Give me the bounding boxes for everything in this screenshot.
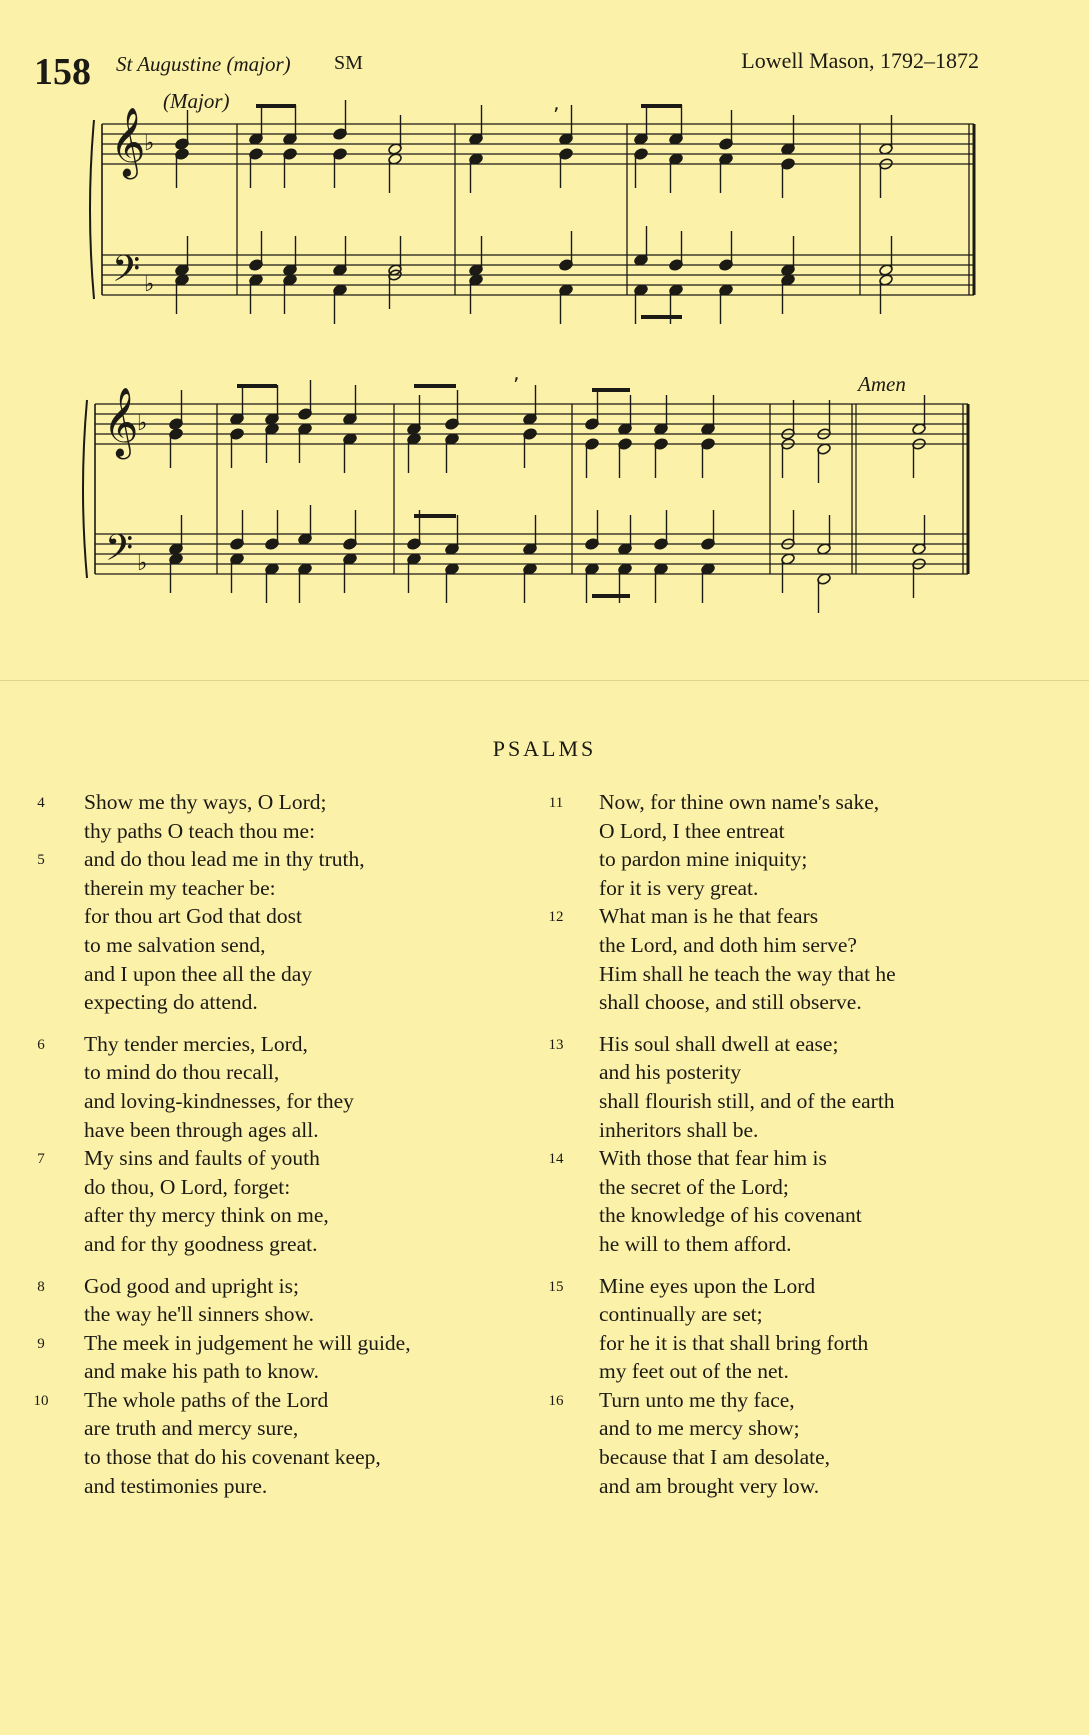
verse-line [30, 960, 490, 989]
verse-number: 16 [548, 1392, 564, 1409]
stanza [30, 1272, 490, 1501]
verse-number: 12 [548, 909, 564, 926]
psalm-column-right [545, 788, 1005, 1513]
verse-text: and to me mercy show; [599, 1416, 800, 1441]
stanza [545, 1030, 1005, 1259]
verse-line [545, 1230, 1005, 1259]
hymn-number: 158 [34, 51, 91, 93]
music-score [0, 0, 1089, 640]
verse-text: to those that do his covenant keep, [84, 1445, 381, 1470]
verse-line [30, 845, 490, 874]
verse-line [545, 788, 1005, 817]
system-brace [83, 400, 87, 578]
verse-line [30, 1300, 490, 1329]
verse-line [30, 1116, 490, 1145]
verse-text: Mine eyes upon the Lord [599, 1273, 816, 1298]
verse-line [545, 1272, 1005, 1301]
verse-number: 8 [37, 1278, 45, 1295]
verse-line [545, 1201, 1005, 1230]
verse-text: he will to them afford. [599, 1231, 792, 1256]
verse-line [30, 1357, 490, 1386]
treble-clef-icon: 𝄞 [110, 107, 146, 177]
verse-line [30, 931, 490, 960]
verse-line [545, 1144, 1005, 1173]
verse-text: to pardon mine iniquity; [599, 847, 808, 872]
verse-line [545, 902, 1005, 931]
verse-text: and testimonies pure. [84, 1473, 268, 1498]
verse-text: and for thy goodness great. [84, 1231, 318, 1256]
verse-text: expecting do attend. [84, 990, 258, 1015]
verse-number: 4 [37, 795, 45, 811]
verse-line [545, 817, 1005, 846]
verse-text: do thou, O Lord, forget: [84, 1174, 291, 1199]
verse-text: the Lord, and doth him serve? [599, 932, 857, 957]
mode-label: (Major) [163, 89, 230, 113]
verse-text: and loving-kindnesses, for they [84, 1088, 354, 1113]
composer: Lowell Mason, 1792–1872 [741, 48, 979, 73]
verse-text: Him shall he teach the way that he [599, 961, 896, 986]
verse-text: for thou art God that dost [84, 904, 302, 929]
verse-number: 9 [37, 1335, 45, 1352]
verse-number: 5 [37, 852, 45, 869]
verse-line [545, 1386, 1005, 1415]
bass-clef-icon: 𝄢 [105, 527, 134, 578]
verse-line [545, 1300, 1005, 1329]
verse-line [545, 1357, 1005, 1386]
verse-number: 6 [37, 1036, 45, 1053]
verse-text: are truth and mercy sure, [84, 1416, 299, 1441]
treble-clef-icon: 𝄞 [103, 387, 139, 457]
verse-text: to mind do thou recall, [84, 1060, 280, 1085]
verse-number: 14 [548, 1151, 564, 1168]
verse-text: to me salvation send, [84, 932, 266, 957]
verse-line [30, 1030, 490, 1059]
meter: SM [334, 52, 363, 74]
psalm-column-left [30, 788, 490, 1513]
verse-text: and his posterity [599, 1060, 742, 1085]
verse-text: and I upon thee all the day [84, 961, 313, 986]
verse-line [545, 845, 1005, 874]
verse-text: because that I am desolate, [599, 1445, 831, 1470]
verse-text: Thy tender mercies, Lord, [84, 1031, 308, 1056]
verse-line [545, 1058, 1005, 1087]
verse-text: continually are set; [599, 1302, 763, 1327]
verse-text: What man is he that fears [599, 904, 819, 929]
verse-text: Show me thy ways, O Lord; [84, 790, 327, 814]
verse-text: the way he'll sinners show. [84, 1302, 314, 1327]
verse-line [30, 1058, 490, 1087]
verse-line [30, 1087, 490, 1116]
flat-sign-icon: ♭ [144, 272, 155, 297]
psalms-title: PSALMS [492, 736, 597, 761]
verse-text: Turn unto me thy face, [599, 1387, 795, 1412]
verse-text: shall choose, and still observe. [599, 990, 862, 1015]
verse-text: for he it is that shall bring forth [599, 1330, 869, 1355]
verse-line [30, 1230, 490, 1259]
stanza [545, 788, 1005, 1017]
verse-text: have been through ages all. [84, 1117, 319, 1142]
verse-text: Now, for thine own name's sake, [599, 790, 880, 814]
verse-line [545, 931, 1005, 960]
verse-line [30, 817, 490, 846]
verse-text: God good and upright is; [84, 1273, 299, 1298]
verse-line [30, 1144, 490, 1173]
flat-sign-icon: ♭ [137, 411, 148, 436]
verse-text: my feet out of the net. [599, 1359, 789, 1384]
verse-text: the knowledge of his covenant [599, 1203, 862, 1228]
verse-line [30, 1414, 490, 1443]
verse-text: shall flourish still, and of the earth [599, 1088, 895, 1113]
verse-line [30, 1329, 490, 1358]
stanza [30, 788, 490, 1017]
verse-line [30, 1472, 490, 1501]
verse-line [545, 960, 1005, 989]
system-brace [90, 120, 94, 299]
verse-number: 10 [33, 1392, 49, 1409]
stanza [30, 1030, 490, 1259]
verse-text: thy paths O teach thou me: [84, 818, 316, 843]
verse-line [30, 1272, 490, 1301]
verse-line [30, 1173, 490, 1202]
verse-line [545, 1329, 1005, 1358]
verse-text: The whole paths of the Lord [84, 1387, 329, 1412]
verse-text: The meek in judgement he will guide, [84, 1330, 411, 1355]
amen-label: Amen [858, 372, 906, 396]
verse-line [545, 1173, 1005, 1202]
verse-line [30, 1386, 490, 1415]
breath-mark-icon: ʼ [553, 103, 560, 127]
verse-text: With those that fear him is [599, 1146, 827, 1171]
verse-line [545, 874, 1005, 903]
verse-text: and do thou lead me in thy truth, [84, 847, 365, 872]
verse-line [30, 902, 490, 931]
verse-line [30, 874, 490, 903]
verse-text: and am brought very low. [599, 1473, 820, 1498]
verse-text: inheritors shall be. [599, 1117, 759, 1142]
verse-line [30, 1443, 490, 1472]
verse-line [30, 788, 490, 817]
stanza [545, 1272, 1005, 1501]
verse-text: and make his path to know. [84, 1359, 320, 1384]
verse-number: 15 [548, 1278, 564, 1295]
verse-line [545, 1472, 1005, 1501]
verse-text: for it is very great. [599, 875, 759, 900]
verse-text: His soul shall dwell at ease; [599, 1031, 839, 1056]
page-divider [0, 680, 1089, 681]
flat-sign-icon: ♭ [144, 131, 155, 156]
verse-line [30, 988, 490, 1017]
verse-line [545, 1030, 1005, 1059]
verse-line [545, 1087, 1005, 1116]
verse-line [30, 1201, 490, 1230]
verse-text: therein my teacher be: [84, 875, 276, 900]
verse-line [545, 988, 1005, 1017]
verse-line [545, 1116, 1005, 1145]
flat-sign-icon: ♭ [137, 551, 148, 576]
verse-text: My sins and faults of youth [84, 1146, 320, 1171]
tune-name: St Augustine (major) [116, 52, 291, 76]
verse-text: after thy mercy think on me, [84, 1203, 329, 1228]
verse-text: the secret of the Lord; [599, 1174, 789, 1199]
verse-text: O Lord, I thee entreat [599, 818, 785, 843]
verse-number: 7 [37, 1151, 45, 1168]
breath-mark-icon: ʼ [513, 373, 520, 397]
verse-line [545, 1443, 1005, 1472]
verse-number: 11 [548, 795, 564, 811]
verse-line [545, 1414, 1005, 1443]
bass-clef-icon: 𝄢 [112, 248, 141, 299]
verse-number: 13 [548, 1036, 564, 1053]
